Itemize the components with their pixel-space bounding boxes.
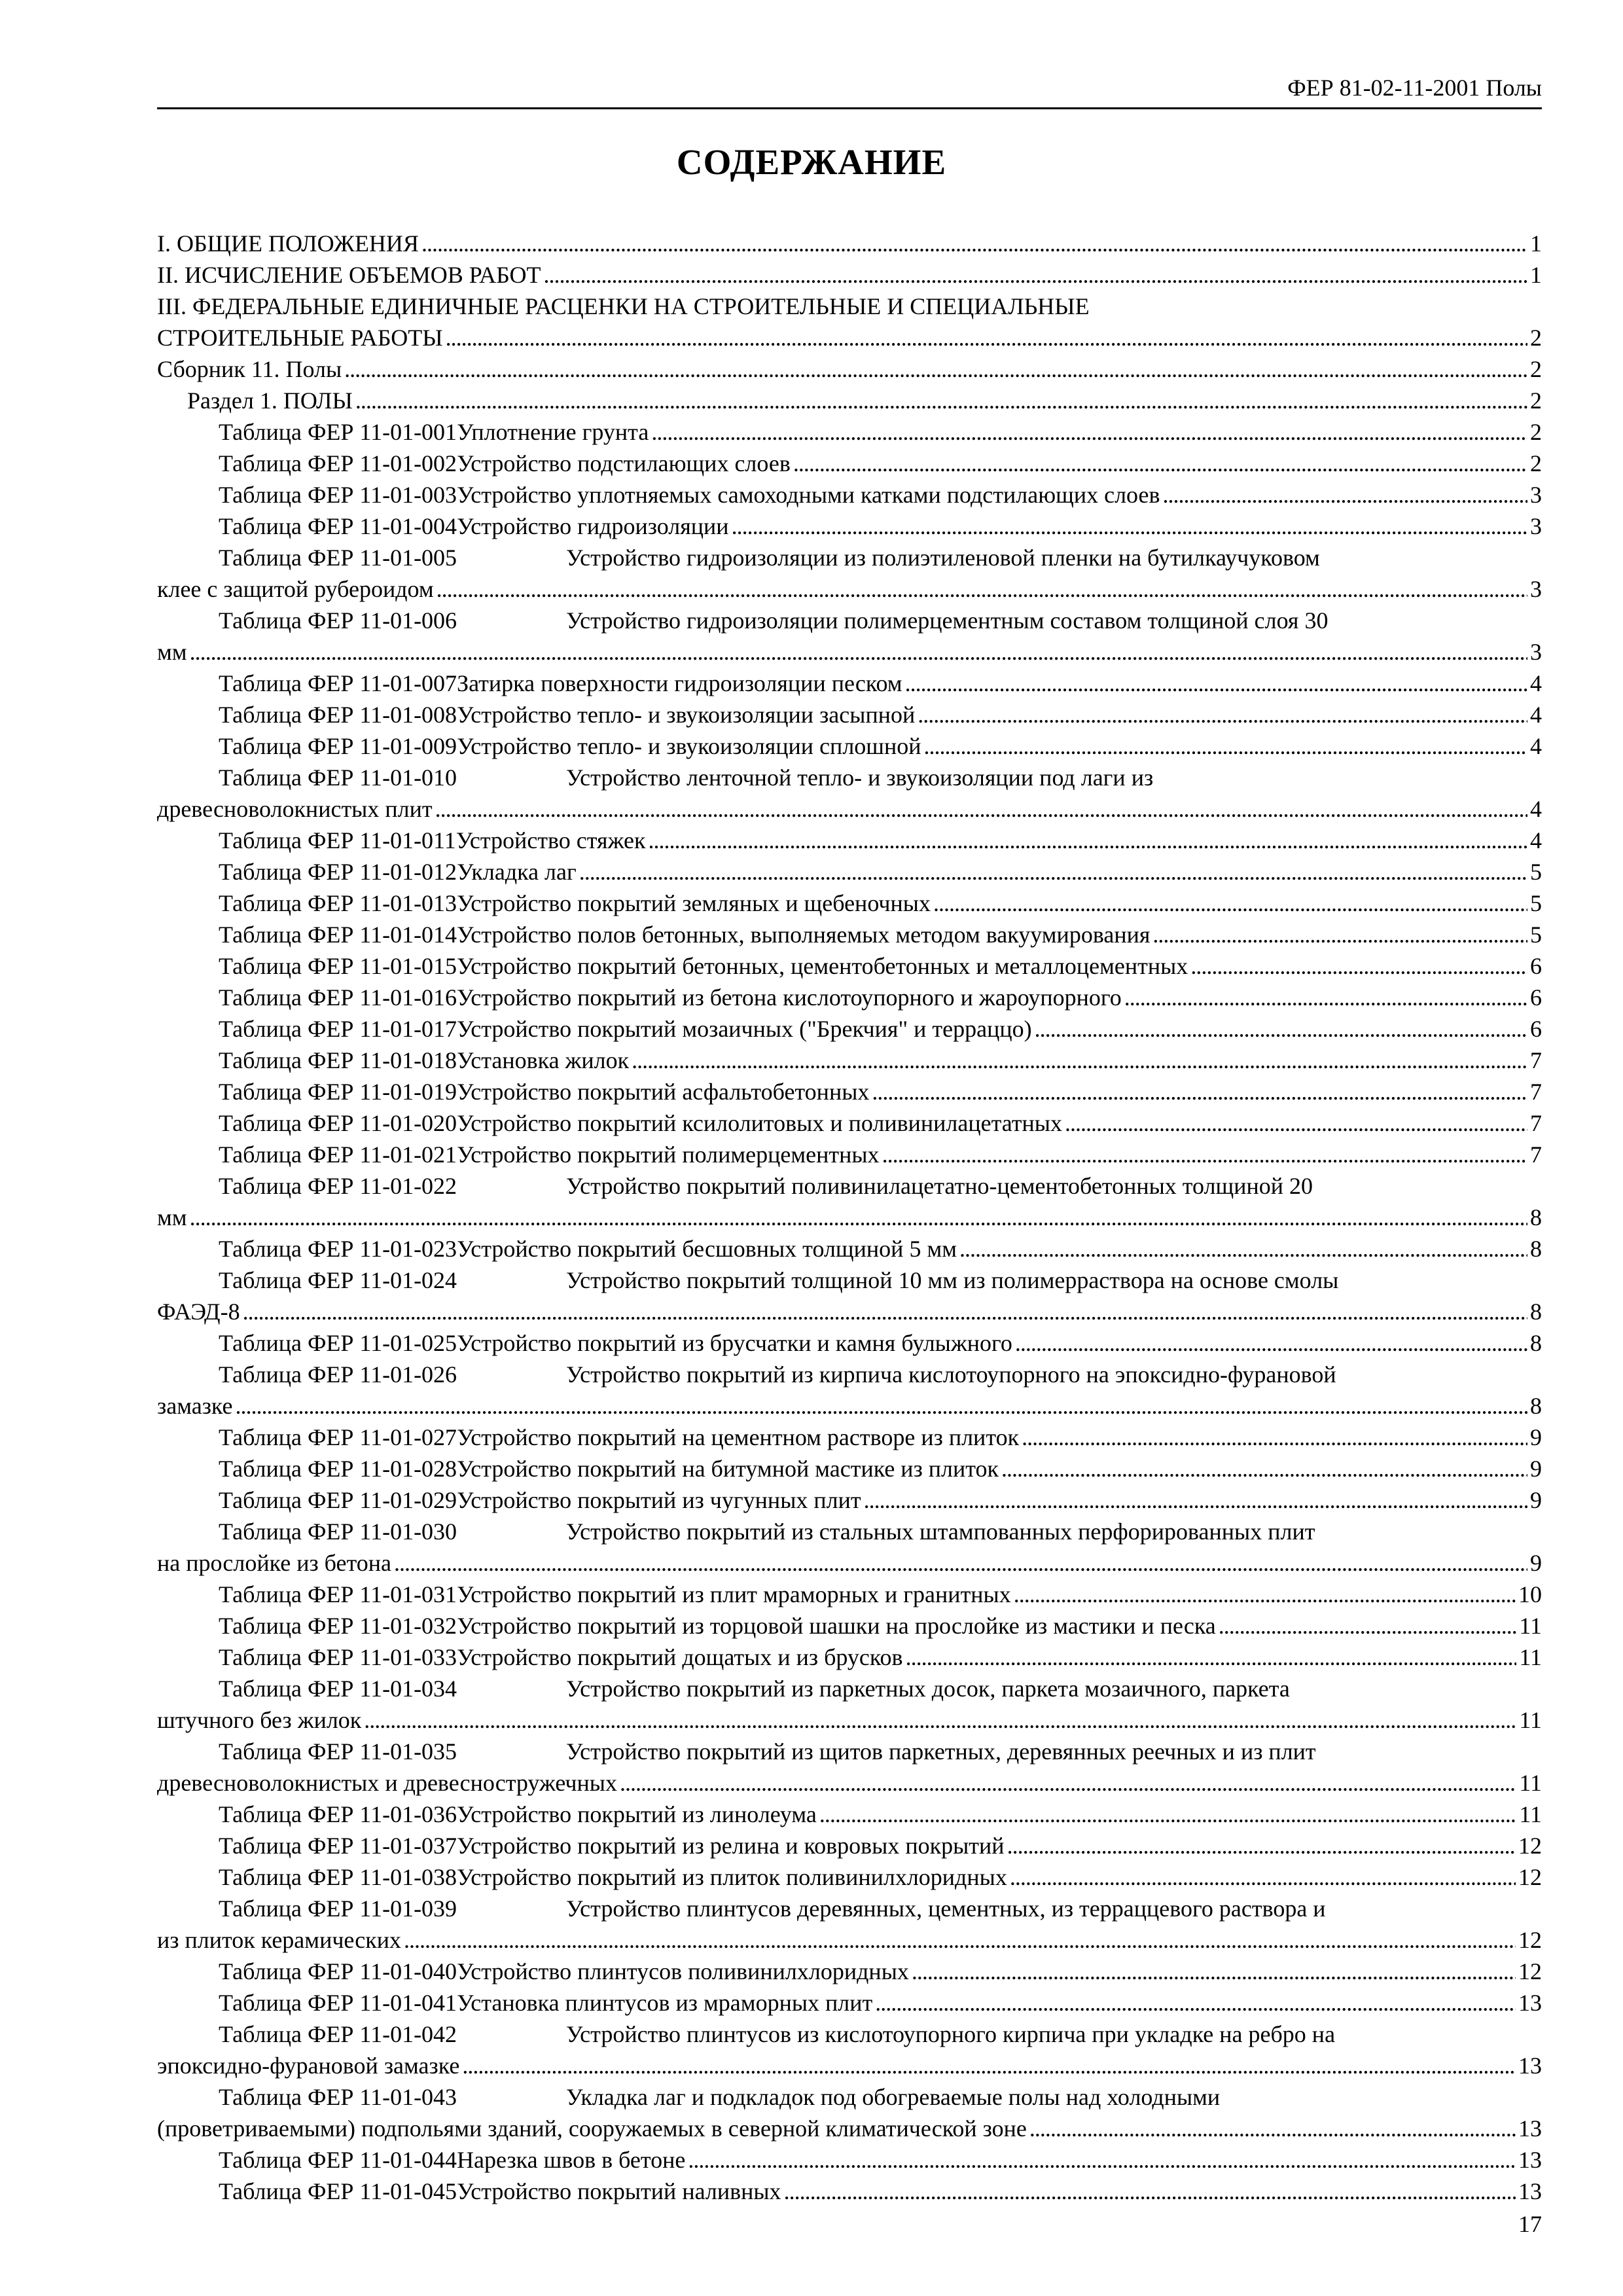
- toc-entry-text: Устройство покрытий из чугунных плит: [457, 1487, 861, 1513]
- toc-entry-text: Установка жилок: [457, 1047, 630, 1073]
- toc-page-number: 13: [1518, 1990, 1542, 2016]
- toc-entry-table[interactable]: [157, 1610, 1542, 1641]
- toc-entry-table[interactable]: [157, 762, 1542, 793]
- toc-entry-text: Устройство покрытий из брусчатки и камня булыжного: [457, 1330, 1012, 1356]
- toc-entry-text: мм: [157, 639, 187, 665]
- toc-entry-table[interactable]: [157, 699, 1542, 730]
- toc-entry-table[interactable]: [157, 1170, 1542, 1202]
- toc-page-number: 13: [1518, 2178, 1542, 2204]
- toc-page-number: 13: [1518, 2053, 1542, 2079]
- toc-entry-text: Устройство тепло- и звукоизоляции засыпной: [457, 702, 916, 728]
- toc-table-code: Таблица ФЕР 11-01-035: [219, 1738, 457, 1765]
- toc-table-code: Таблица ФЕР 11-01-012: [219, 859, 457, 885]
- page-title: СОДЕРЖАНИЕ: [676, 142, 947, 182]
- toc-entry-text: Устройство гидроизоляции полимерцементным составом толщиной слоя 30: [566, 607, 1329, 634]
- toc-entry[interactable]: [157, 1767, 1542, 1799]
- toc-page-number: 1: [1530, 230, 1542, 257]
- toc-table-code: Таблица ФЕР 11-01-043: [219, 2084, 457, 2110]
- toc-table-code: Таблица ФЕР 11-01-026: [219, 1361, 457, 1388]
- toc-entry-text: Устройство тепло- и звукоизоляции сплошной: [457, 733, 921, 759]
- dot-leader: [243, 1296, 1527, 1327]
- toc-entry-text: Устройство покрытий из релина и ковровых покрытий: [457, 1833, 1005, 1859]
- toc-page-number: 12: [1518, 1833, 1542, 1859]
- toc-entry-table[interactable]: [157, 1830, 1542, 1861]
- toc-page-number: 8: [1530, 1393, 1542, 1419]
- toc-table-code: Таблица ФЕР 11-01-010: [219, 764, 457, 791]
- toc-table-code: Таблица ФЕР 11-01-008: [219, 702, 457, 728]
- dot-leader: [918, 699, 1527, 730]
- toc-entry-text: Устройство покрытий бетонных, цементобетонных и металлоцементных: [457, 953, 1188, 979]
- toc-table-code: Таблица ФЕР 11-01-021: [219, 1141, 457, 1168]
- toc-page-number: 12: [1518, 1864, 1542, 1890]
- toc-page-number: 5: [1530, 890, 1542, 916]
- dot-leader: [446, 322, 1527, 353]
- toc-entry[interactable]: [157, 1924, 1542, 1956]
- toc-entry[interactable]: [157, 1547, 1542, 1579]
- toc-table-code: Таблица ФЕР 11-01-025: [219, 1330, 457, 1356]
- toc-entry-table[interactable]: [157, 416, 1542, 448]
- toc-entry-text: Укладка лаг и подкладок под обогреваемые полы над холодными: [566, 2084, 1221, 2110]
- toc-entry-text: Уплотнение грунта: [457, 419, 649, 445]
- toc-entry-table[interactable]: [157, 1422, 1542, 1453]
- toc-page-number: 4: [1530, 702, 1542, 728]
- toc-table-code: Таблица ФЕР 11-01-030: [219, 1518, 457, 1545]
- toc-entry[interactable]: [157, 1390, 1542, 1422]
- toc-page-number: 7: [1530, 1141, 1542, 1168]
- dot-leader: [364, 1704, 1516, 1736]
- toc-table-code: Таблица ФЕР 11-01-015: [219, 953, 457, 979]
- toc-page-number: 4: [1530, 670, 1542, 696]
- toc-entry-text: Устройство стяжек: [455, 827, 646, 853]
- dot-leader: [394, 1547, 1527, 1579]
- dot-leader: [1022, 1422, 1527, 1453]
- toc-entry-table[interactable]: [157, 668, 1542, 699]
- dot-leader: [1035, 1013, 1527, 1045]
- toc-table-code: Таблица ФЕР 11-01-041: [219, 1990, 457, 2016]
- toc-page-number: 12: [1518, 1927, 1542, 1953]
- toc-entry-table[interactable]: [157, 1673, 1542, 1704]
- dot-leader: [236, 1390, 1527, 1422]
- toc-entry-table[interactable]: [157, 1799, 1542, 1830]
- toc-table-code: Таблица ФЕР 11-01-005: [219, 545, 457, 571]
- toc-entry-text: Устройство покрытий из кирпича кислотоупорного на эпоксидно-фурановой: [566, 1361, 1336, 1388]
- toc-entry-text: Устройство покрытий наливных: [457, 2178, 781, 2204]
- dot-leader: [435, 793, 1527, 825]
- dot-leader: [344, 353, 1527, 385]
- toc-page-number: 11: [1519, 1707, 1542, 1733]
- toc-table-code: Таблица ФЕР 11-01-040: [219, 1958, 457, 1984]
- dot-leader: [1015, 1327, 1527, 1359]
- toc-entry-text: Устройство плинтусов из кислотоупорного кирпича при укладке на ребро на: [566, 2021, 1336, 2047]
- document-header-title: ФЕР 81-02-11-2001 Полы: [1287, 75, 1542, 101]
- toc-page-number: 11: [1519, 1801, 1542, 1827]
- toc-table-code: Таблица ФЕР 11-01-027: [219, 1424, 457, 1450]
- toc-page-number: 10: [1518, 1581, 1542, 1607]
- toc-entry[interactable]: [157, 353, 1542, 385]
- toc-page-number: 13: [1518, 2147, 1542, 2173]
- toc-table-code: Таблица ФЕР 11-01-002: [219, 450, 457, 476]
- toc-entry-text: Устройство покрытий из бетона кислотоупорного и жароупорного: [457, 984, 1122, 1011]
- toc-page-number: 13: [1518, 2115, 1542, 2142]
- toc-table-code: Таблица ФЕР 11-01-011: [219, 827, 456, 853]
- toc-entry-text: Сборник 11. Полы: [157, 356, 342, 382]
- toc-entry-table[interactable]: [157, 479, 1542, 511]
- toc-page-number: 7: [1530, 1110, 1542, 1136]
- toc-table-code: Таблица ФЕР 11-01-036: [219, 1801, 457, 1827]
- toc-page-number: 8: [1530, 1236, 1542, 1262]
- toc-entry[interactable]: [157, 573, 1542, 605]
- toc-page-number: 2: [1530, 325, 1542, 351]
- toc-page-number: 4: [1530, 796, 1542, 822]
- dot-leader: [732, 511, 1527, 542]
- toc-table-code: Таблица ФЕР 11-01-018: [219, 1047, 457, 1073]
- dot-leader: [959, 1233, 1527, 1265]
- toc-entry-text: Устройство покрытий дощатых и из брусков: [457, 1644, 903, 1670]
- toc-entry-table[interactable]: [157, 1956, 1542, 1987]
- toc-entry[interactable]: [157, 636, 1542, 668]
- dot-leader: [632, 1045, 1527, 1076]
- toc-table-code: Таблица ФЕР 11-01-045: [219, 2178, 457, 2204]
- toc-entry-text: Установка плинтусов из мраморных плит: [457, 1990, 873, 2016]
- toc-entry-table[interactable]: [157, 1736, 1542, 1767]
- toc-entry-table[interactable]: [157, 856, 1542, 888]
- toc-entry-text: Устройство плинтусов деревянных, цементных, из терраццевого раствора и: [566, 1895, 1326, 1922]
- toc-table-code: Таблица ФЕР 11-01-024: [219, 1267, 457, 1293]
- toc-entry-text: эпоксидно-фурановой замазке: [157, 2053, 460, 2079]
- toc-table-code: Таблица ФЕР 11-01-023: [219, 1236, 457, 1262]
- dot-leader: [579, 856, 1527, 888]
- toc-table-code: Таблица ФЕР 11-01-022: [219, 1173, 457, 1199]
- toc-entry-text: I. ОБЩИЕ ПОЛОЖЕНИЯ: [157, 230, 419, 257]
- dot-leader: [688, 2144, 1516, 2176]
- toc-entry-text: III. ФЕДЕРАЛЬНЫЕ ЕДИНИЧНЫЕ РАСЦЕНКИ НА СТРОИТЕЛЬНЫЕ И СПЕЦИАЛЬНЫЕ: [157, 293, 1090, 319]
- toc-entry-text: Устройство покрытий земляных и щебеночных: [457, 890, 931, 916]
- dot-leader: [648, 825, 1527, 856]
- toc-table-code: Таблица ФЕР 11-01-004: [219, 513, 457, 539]
- toc-table-code: Таблица ФЕР 11-01-038: [219, 1864, 457, 1890]
- toc-entry-table[interactable]: [157, 1359, 1542, 1390]
- toc-page-number: 5: [1530, 859, 1542, 885]
- toc-entry[interactable]: [157, 2050, 1542, 2081]
- toc-entry[interactable]: [157, 1296, 1542, 1327]
- toc-page-number: 11: [1519, 1644, 1542, 1670]
- toc-entry-table[interactable]: [157, 1453, 1542, 1484]
- toc-entry-text: СТРОИТЕЛЬНЫЕ РАБОТЫ: [157, 325, 443, 351]
- toc-table-code: Таблица ФЕР 11-01-017: [219, 1016, 457, 1042]
- dot-leader: [875, 1987, 1516, 2018]
- toc-entry-text: Устройство покрытий бесшовных толщиной 5 мм: [457, 1236, 957, 1262]
- toc-page-number: 8: [1530, 1299, 1542, 1325]
- dot-leader: [864, 1484, 1527, 1516]
- toc-entry-text: Устройство покрытий мозаичных ("Брекчия" и терраццо): [457, 1016, 1032, 1042]
- toc-page-number: 4: [1530, 827, 1542, 853]
- toc-entry-text: клее с защитой рубероидом: [157, 576, 434, 602]
- toc-entry-text: Устройство полов бетонных, выполняемых методом вакуумирования: [457, 922, 1150, 948]
- toc-table-code: Таблица ФЕР 11-01-029: [219, 1487, 457, 1513]
- toc-entry-text: штучного без жилок: [157, 1707, 362, 1733]
- toc-entry-text: Устройство подстилающих слоев: [457, 450, 791, 476]
- dot-leader: [1152, 919, 1527, 950]
- toc-entry-text: Устройство покрытий поливинилацетатно-цементобетонных толщиной 20: [566, 1173, 1313, 1199]
- toc-page-number: 6: [1530, 953, 1542, 979]
- toc-entry-text: ФАЭД-8: [157, 1299, 240, 1325]
- dot-leader: [906, 1641, 1517, 1673]
- dot-leader: [190, 1202, 1527, 1233]
- toc-entry-text: Устройство покрытий на цементном растворе из плиток: [457, 1424, 1020, 1450]
- toc-entry-table[interactable]: [157, 1265, 1542, 1296]
- toc-entry-table[interactable]: [157, 1516, 1542, 1547]
- toc-entry-text: (проветриваемыми) подпольями зданий, сооружаемых в северной климатической зоне: [157, 2115, 1027, 2142]
- toc-entry-text: II. ИСЧИСЛЕНИЕ ОБЪЕМОВ РАБОТ: [157, 262, 541, 288]
- toc-entry[interactable]: [157, 385, 1542, 416]
- dot-leader: [404, 1924, 1516, 1956]
- toc-entry-table[interactable]: [157, 1579, 1542, 1610]
- dot-leader: [924, 730, 1527, 762]
- dot-leader: [1007, 1830, 1516, 1861]
- toc-page-number: 3: [1530, 639, 1542, 665]
- toc-entry[interactable]: [157, 1704, 1542, 1736]
- toc-table-code: Таблица ФЕР 11-01-031: [219, 1581, 457, 1607]
- toc-table-code: Таблица ФЕР 11-01-016: [219, 984, 457, 1011]
- dot-leader: [1124, 982, 1527, 1013]
- toc-entry-text: Устройство покрытий из торцовой шашки на прослойке из мастики и песка: [457, 1613, 1216, 1639]
- toc-table-code: Таблица ФЕР 11-01-037: [219, 1833, 457, 1859]
- toc-entry[interactable]: [157, 2113, 1542, 2144]
- toc-entry-text: Устройство покрытий из стальных штампованных перфорированных плит: [566, 1518, 1315, 1545]
- toc-table-code: Таблица ФЕР 11-01-006: [219, 607, 457, 634]
- toc-entry-table[interactable]: [157, 1076, 1542, 1107]
- toc-entry-text: Устройство покрытий из плиток поливинилхлоридных: [457, 1864, 1007, 1890]
- dot-leader: [355, 385, 1527, 416]
- toc-page-number: 6: [1530, 984, 1542, 1011]
- toc-entry-text: Устройство плинтусов поливинилхлоридных: [457, 1958, 909, 1984]
- dot-leader: [1014, 1579, 1516, 1610]
- toc-entry-table[interactable]: [157, 1893, 1542, 1924]
- toc-entry-table[interactable]: [157, 2144, 1542, 2176]
- toc-entry[interactable]: [157, 1202, 1542, 1233]
- toc-table-code: Таблица ФЕР 11-01-042: [219, 2021, 457, 2047]
- toc-table-code: Таблица ФЕР 11-01-028: [219, 1456, 457, 1482]
- toc-page-number: 5: [1530, 922, 1542, 948]
- toc-entry-table[interactable]: [157, 1139, 1542, 1170]
- toc-entry-table[interactable]: [157, 1861, 1542, 1893]
- toc-entry-table[interactable]: [157, 2018, 1542, 2050]
- dot-leader: [882, 1139, 1527, 1170]
- dot-leader: [912, 1956, 1516, 1987]
- toc-entry-text: древесноволокнистых плит: [157, 796, 433, 822]
- toc-page-number: 4: [1530, 733, 1542, 759]
- dot-leader: [421, 228, 1527, 259]
- dot-leader: [651, 416, 1527, 448]
- page-number: 17: [1518, 2211, 1542, 2237]
- dot-leader: [1190, 950, 1527, 982]
- toc-page-number: 8: [1530, 1330, 1542, 1356]
- toc-entry-table[interactable]: [157, 448, 1542, 479]
- toc-table-code: Таблица ФЕР 11-01-013: [219, 890, 457, 916]
- toc-entry-table[interactable]: [157, 1013, 1542, 1045]
- dot-leader: [1001, 1453, 1527, 1484]
- toc-entry-text: из плиток керамических: [157, 1927, 402, 1953]
- toc-table-code: Таблица ФЕР 11-01-033: [219, 1644, 457, 1670]
- toc-entry-text: Устройство гидроизоляции из полиэтиленовой пленки на бутилкаучуковом: [566, 545, 1320, 571]
- toc-entry-text: замазке: [157, 1393, 233, 1419]
- toc-page-number: 9: [1530, 1456, 1542, 1482]
- toc-entry[interactable]: [157, 259, 1542, 291]
- toc-entry[interactable]: [157, 291, 1542, 322]
- toc-entry-text: Раздел 1. ПОЛЫ: [187, 387, 353, 414]
- toc-entry-text: Затирка поверхности гидроизоляции песком: [457, 670, 902, 696]
- toc-entry-text: Устройство уплотняемых самоходными катками подстилающих слоев: [457, 482, 1160, 508]
- toc-entry-table[interactable]: [157, 888, 1542, 919]
- toc-entry-text: Устройство покрытий полимерцементных: [457, 1141, 880, 1168]
- toc-page-number: 3: [1530, 576, 1542, 602]
- toc-entry-table[interactable]: [157, 950, 1542, 982]
- toc-entry-text: Нарезка швов в бетоне: [457, 2147, 686, 2173]
- toc-entry-table[interactable]: [157, 1327, 1542, 1359]
- toc-page-number: 9: [1530, 1550, 1542, 1576]
- toc-entry-table[interactable]: [157, 1107, 1542, 1139]
- toc-page-number: 9: [1530, 1424, 1542, 1450]
- toc-table-code: Таблица ФЕР 11-01-039: [219, 1895, 457, 1922]
- toc-entry[interactable]: [157, 228, 1542, 259]
- toc-page-number: 7: [1530, 1079, 1542, 1105]
- dot-leader: [1065, 1107, 1527, 1139]
- toc-entry-text: Устройство покрытий на битумной мастике из плиток: [457, 1456, 999, 1482]
- toc-entry-table[interactable]: [157, 730, 1542, 762]
- toc-entry-text: Устройство покрытий асфальтобетонных: [457, 1079, 870, 1105]
- toc-entry-text: древесноволокнистых и древесностружечных: [157, 1770, 617, 1796]
- toc-entry-text: Укладка лаг: [457, 859, 577, 885]
- dot-leader: [1219, 1610, 1517, 1641]
- toc-entry-table[interactable]: [157, 1045, 1542, 1076]
- toc-page-number: 3: [1530, 513, 1542, 539]
- toc-entry-table[interactable]: [157, 1484, 1542, 1516]
- dot-leader: [819, 1799, 1516, 1830]
- header-rule: [157, 107, 1542, 109]
- toc-table-code: Таблица ФЕР 11-01-009: [219, 733, 457, 759]
- table-of-contents: [157, 228, 1542, 2207]
- toc-table-code: Таблица ФЕР 11-01-007: [219, 670, 457, 696]
- toc-entry-text: Устройство гидроизоляции: [457, 513, 729, 539]
- dot-leader: [1162, 479, 1527, 511]
- toc-entry-text: мм: [157, 1204, 187, 1230]
- toc-entry-text: Устройство покрытий из линолеума: [457, 1801, 817, 1827]
- toc-entry-text: Устройство покрытий из плит мраморных и гранитных: [457, 1581, 1011, 1607]
- dot-leader: [793, 448, 1527, 479]
- toc-table-code: Таблица ФЕР 11-01-003: [219, 482, 457, 508]
- toc-table-code: Таблица ФЕР 11-01-034: [219, 1676, 457, 1702]
- toc-table-code: Таблица ФЕР 11-01-032: [219, 1613, 457, 1639]
- toc-entry[interactable]: [157, 793, 1542, 825]
- toc-entry-table[interactable]: [157, 542, 1542, 573]
- toc-table-code: Таблица ФЕР 11-01-014: [219, 922, 457, 948]
- toc-page-number: 3: [1530, 482, 1542, 508]
- toc-page-number: 2: [1530, 419, 1542, 445]
- toc-entry-table[interactable]: [157, 1987, 1542, 2018]
- toc-entry-table[interactable]: [157, 919, 1542, 950]
- dot-leader: [905, 668, 1527, 699]
- toc-page-number: 2: [1530, 356, 1542, 382]
- toc-page-number: 12: [1518, 1958, 1542, 1984]
- dot-leader: [462, 2050, 1516, 2081]
- toc-entry-text: Устройство покрытий из паркетных досок, паркета мозаичного, паркета: [566, 1676, 1290, 1702]
- toc-entry-table[interactable]: [157, 825, 1542, 856]
- dot-leader: [620, 1767, 1516, 1799]
- toc-table-code: Таблица ФЕР 11-01-044: [219, 2147, 457, 2173]
- dot-leader: [933, 888, 1527, 919]
- toc-page-number: 8: [1530, 1204, 1542, 1230]
- toc-table-code: Таблица ФЕР 11-01-001: [219, 419, 457, 445]
- dot-leader: [544, 259, 1527, 291]
- toc-entry-table[interactable]: [157, 511, 1542, 542]
- toc-entry-text: на прослойке из бетона: [157, 1550, 391, 1576]
- toc-page-number: 1: [1530, 262, 1542, 288]
- toc-page-number: 2: [1530, 387, 1542, 414]
- toc-entry-text: Устройство ленточной тепло- и звукоизоляции под лаги из: [566, 764, 1154, 791]
- toc-page-number: 11: [1519, 1613, 1542, 1639]
- dot-leader: [437, 573, 1527, 605]
- toc-table-code: Таблица ФЕР 11-01-020: [219, 1110, 457, 1136]
- toc-page-number: 9: [1530, 1487, 1542, 1513]
- dot-leader: [872, 1076, 1527, 1107]
- toc-entry-text: Устройство покрытий из щитов паркетных, деревянных реечных и из плит: [566, 1738, 1316, 1765]
- toc-entry-table[interactable]: [157, 605, 1542, 636]
- dot-leader: [1029, 2113, 1516, 2144]
- toc-table-code: Таблица ФЕР 11-01-019: [219, 1079, 457, 1105]
- toc-entry-table[interactable]: [157, 1233, 1542, 1265]
- toc-entry-table[interactable]: [157, 982, 1542, 1013]
- toc-entry-table[interactable]: [157, 1641, 1542, 1673]
- toc-entry[interactable]: [157, 322, 1542, 353]
- toc-page-number: 6: [1530, 1016, 1542, 1042]
- dot-leader: [190, 636, 1527, 668]
- toc-entry-text: Устройство покрытий ксилолитовых и поливинилацетатных: [457, 1110, 1062, 1136]
- dot-leader: [784, 2176, 1516, 2207]
- toc-entry-table[interactable]: [157, 2176, 1542, 2207]
- toc-entry-table[interactable]: [157, 2081, 1542, 2113]
- toc-page-number: 11: [1519, 1770, 1542, 1796]
- toc-page-number: 2: [1530, 450, 1542, 476]
- toc-page-number: 7: [1530, 1047, 1542, 1073]
- dot-leader: [1010, 1861, 1516, 1893]
- toc-entry-text: Устройство покрытий толщиной 10 мм из полимерраствора на основе смолы: [566, 1267, 1339, 1293]
